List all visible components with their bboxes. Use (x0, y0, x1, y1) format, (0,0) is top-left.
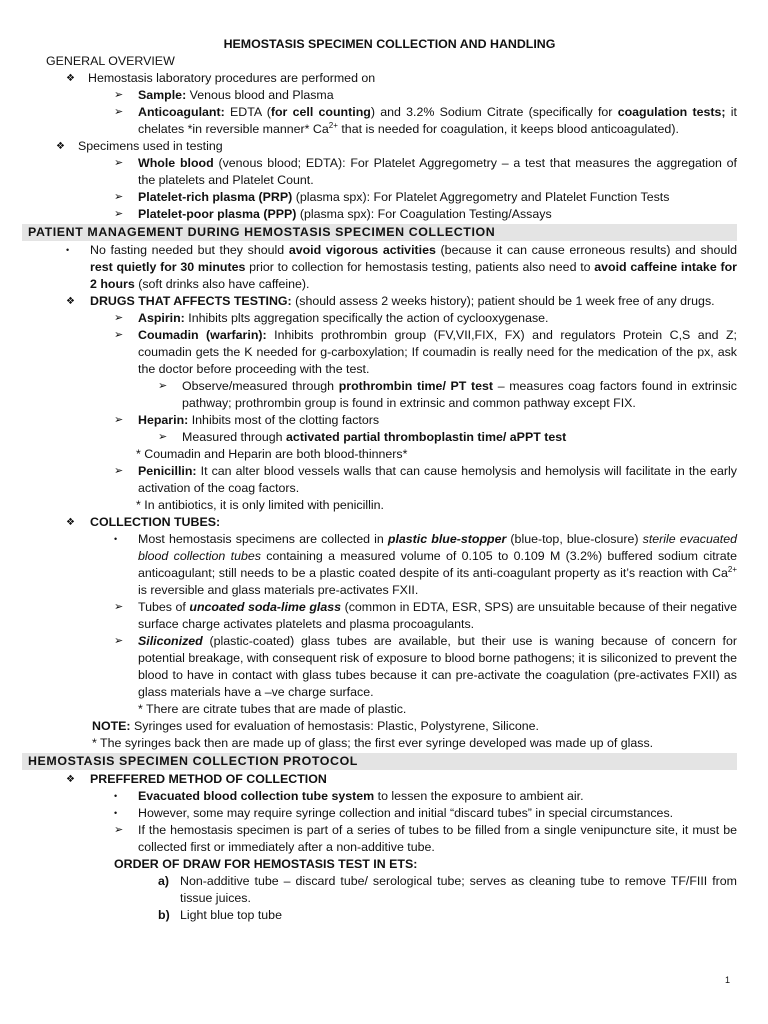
diamond-bullet-icon: ❖ (66, 517, 75, 528)
order-of-draw-heading: ORDER OF DRAW FOR HEMOSTASIS TEST IN ETS: (114, 857, 418, 871)
syringes-note: NOTE: Syringes used for evaluation of hemostasis: Plastic, Polystyrene, Silicone. (92, 719, 539, 733)
specimens-intro-item: ❖ Specimens used in testing (56, 139, 223, 153)
arrow-bullet-icon: ➢ (114, 824, 124, 836)
arrow-bullet-icon: ➢ (114, 635, 124, 647)
syringe-collection-item: • However, some may require syringe collection and initial “discard tubes” in special circumstances. (114, 806, 674, 820)
preferred-method-heading: ❖ PREFFERED METHOD OF COLLECTION (66, 772, 327, 786)
fasting-item: • No fasting needed but they should avoid vigorous activities (because it can cause erroneous results) and should rest quietly for 30 minutes prior to collection for hemostasis testing, patients also need to avoid caffeine intake for 2 hours (soft drinks also have caffeine). (66, 243, 737, 291)
arrow-bullet-icon: ➢ (114, 157, 124, 169)
heparin-item: ➢ Heparin: Inhibits most of the clotting factors (114, 413, 380, 427)
whole-blood-item: ➢ Whole blood (venous blood; EDTA): For Platelet Aggregometry – a test that measures the aggregation of the platelets and Platelet Count. (114, 156, 737, 187)
patient-management-heading: PATIENT MANAGEMENT DURING HEMOSTASIS SPECIMEN COLLECTION (22, 224, 737, 241)
diamond-bullet-icon: ❖ (66, 73, 75, 84)
arrow-bullet-icon: ➢ (114, 191, 124, 203)
round-bullet-icon: • (66, 245, 70, 255)
anticoagulant-item: ➢ Anticoagulant: EDTA (for cell counting) and 3.2% Sodium Citrate (specifically for coagulation tests; it chelates *in reversible manner* $Ca^{2+}$ that is needed for coagulation, it keeps blood anticoagulated). (114, 105, 737, 136)
page-number: 1 (725, 975, 731, 985)
arrow-bullet-icon: ➢ (158, 380, 168, 392)
arrow-bullet-icon: ➢ (114, 312, 124, 324)
aspirin-item: ➢ Aspirin: Inhibits plts aggregation specifically the action of cyclooxygenase. (114, 311, 549, 325)
diamond-bullet-icon: ❖ (66, 774, 75, 785)
blood-thinners-note: * Coumadin and Heparin are both blood-thinners* (136, 447, 408, 461)
soda-lime-item: ➢ Tubes of uncoated soda-lime glass (common in EDTA, ESR, SPS) are unsuitable because of their negative surface charge activates platelets and plasma procoagulants. (114, 600, 737, 631)
diamond-bullet-icon: ❖ (56, 141, 65, 152)
order-item-a: a) Non-additive tube – discard tube/ serological tube; serves as cleaning tube to remove TF/FIII from tissue juices. (158, 874, 737, 905)
heparin-aptt-item: ➢ Measured through activated partial thromboplastin time/ aPPT test (158, 430, 567, 444)
order-item-b: b) Light blue top tube (158, 908, 282, 922)
penicillin-item: ➢ Penicillin: It can alter blood vessels walls that can cause hemolysis and hemolysis will facilitate in the early activation of the coag factors. (114, 464, 737, 495)
arrow-bullet-icon: ➢ (114, 601, 124, 613)
arrow-bullet-icon: ➢ (114, 89, 124, 101)
coumadin-item: ➢ Coumadin (warfarin): Inhibits prothrombin group (FV,VII,FIX, FX) and regulators Protein C,S and Z; coumadin gets the K needed for g-carboxylation; If coumadin is really need for the medication of the px, ask the doctor before proceeding with the test. (114, 328, 737, 376)
general-overview-heading: GENERAL OVERVIEW (46, 54, 175, 68)
arrow-bullet-icon: ➢ (114, 208, 124, 220)
arrow-bullet-icon: ➢ (158, 431, 168, 443)
evacuated-tube-item: • Evacuated blood collection tube system to lessen the exposure to ambient air. (114, 789, 584, 803)
arrow-bullet-icon: ➢ (114, 329, 124, 341)
prp-item: ➢ Platelet-rich plasma (PRP) (plasma spx): For Platelet Aggregometry and Platelet Function Tests (114, 190, 670, 204)
document-content (22, 36, 737, 924)
citrate-tubes-note: * There are citrate tubes that are made of plastic. (138, 702, 407, 716)
antibiotics-note: * In antibiotics, it is only limited with penicillin. (136, 498, 384, 512)
round-bullet-icon: • (114, 534, 118, 544)
ppp-item: ➢ Platelet-poor plasma (PPP) (plasma spx): For Coagulation Testing/Assays (114, 207, 552, 221)
round-bullet-icon: • (114, 808, 118, 818)
arrow-bullet-icon: ➢ (114, 465, 124, 477)
protocol-heading: HEMOSTASIS SPECIMEN COLLECTION PROTOCOL (22, 753, 737, 770)
collection-tubes-heading: ❖ COLLECTION TUBES: (66, 515, 221, 529)
drugs-item: ❖ DRUGS THAT AFFECTS TESTING: (should assess 2 weeks history); patient should be 1 week free of any drugs. (66, 294, 715, 308)
sample-item: ➢ Sample: Venous blood and Plasma (114, 88, 334, 102)
siliconized-item: ➢ Siliconized (plastic-coated) glass tubes are available, but their use is waning because of concern for potential breakage, with consequent risk of exposure to blood borne pathogens; it is siliconized to prevent the blood to have in contact with glass tubes because it can pre-activate the coagulation (pre-activates FXII) as glass materials have a –ve charge surface. (114, 634, 737, 699)
arrow-bullet-icon: ➢ (114, 414, 124, 426)
glass-syringe-note: * The syringes back then are made up of glass; the first ever syringe developed was made up of glass. (92, 736, 654, 750)
blue-stopper-item: • Most hemostasis specimens are collected in plastic blue-stopper (blue-top, blue-closure) sterile evacuated blood collection tubes containing a measured volume of 0.105 to 0.109 M (3.2%) buffered sodium citrate anticoagulant; still needs to be a plastic coated despite of its anti-coagulant property as it’s reaction with $Ca^{2+}$ is reversible and glass materials pre-activates FXII. (114, 532, 737, 597)
arrow-bullet-icon: ➢ (114, 106, 124, 118)
overview-intro-item: ❖ Hemostasis laboratory procedures are performed on (66, 71, 376, 85)
diamond-bullet-icon: ❖ (66, 296, 75, 307)
series-tubes-item: ➢ If the hemostasis specimen is part of a series of tubes to be filled from a single venipuncture site, it must be collected first or immediately after a non-additive tube. (114, 823, 737, 854)
coumadin-pt-test-item: ➢ Observe/measured through prothrombin time/ PT test – measures coag factors found in extrinsic pathway; prothrombin group is found in extrinsic and common pathway except FIX. (158, 379, 737, 410)
round-bullet-icon: • (114, 791, 118, 801)
document-title: HEMOSTASIS SPECIMEN COLLECTION AND HANDLING (223, 37, 556, 51)
